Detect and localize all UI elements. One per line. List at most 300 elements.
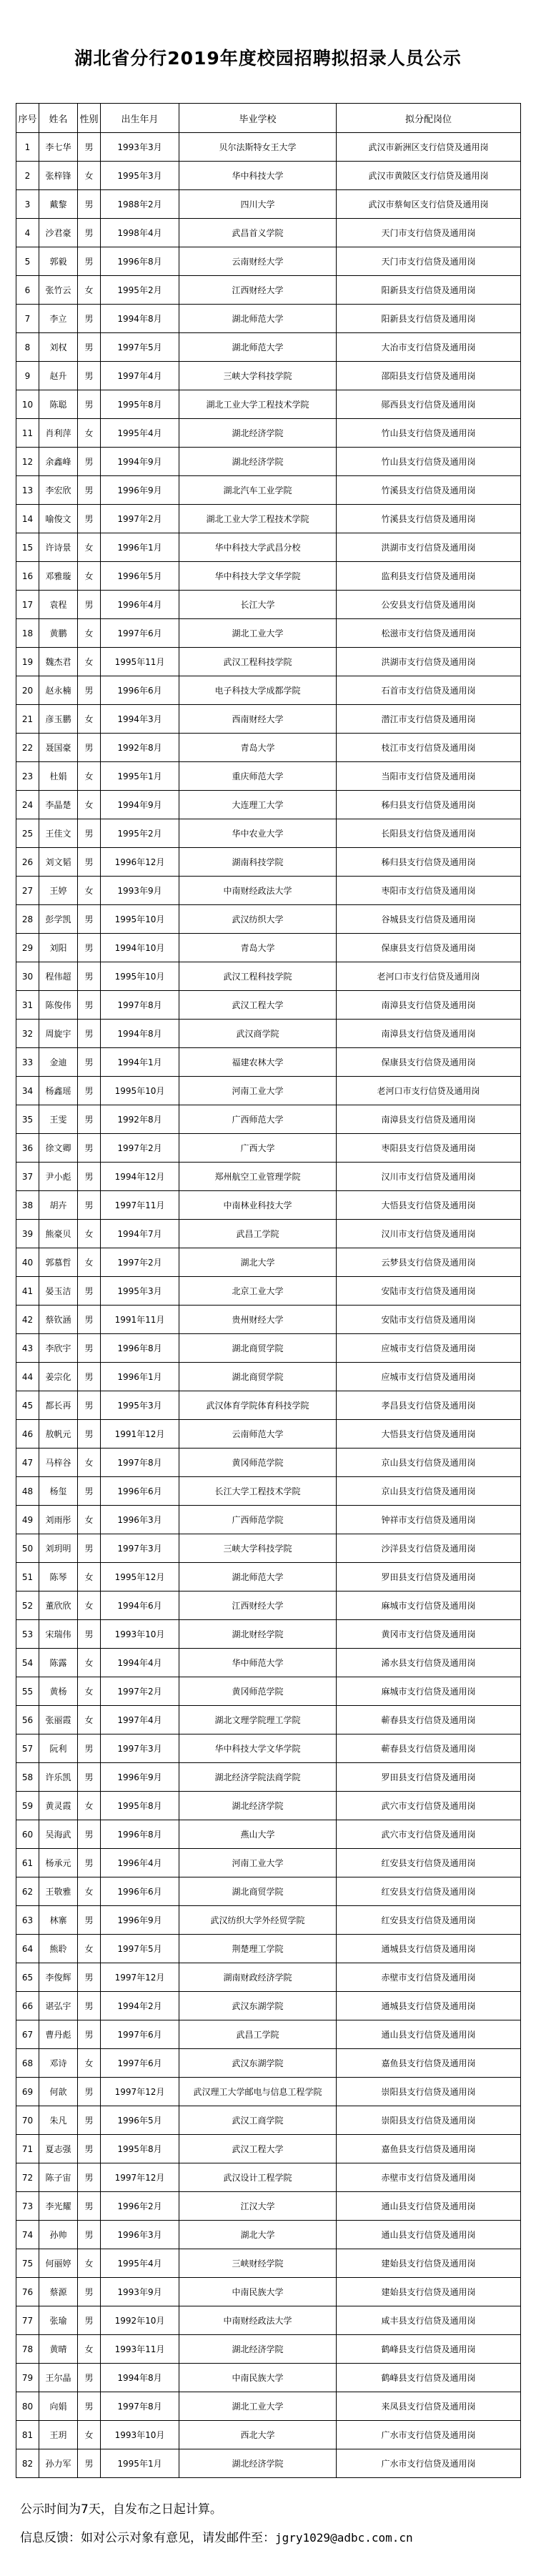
cell-school: 武汉理工大学邮电与信息工程学院 [179,2078,337,2106]
cell-sex: 男 [78,1420,101,1449]
cell-sex: 男 [78,390,101,419]
cell-post: 钟祥市支行信贷及通用岗 [337,1506,521,1534]
cell-no: 74 [16,2221,39,2249]
cell-no: 14 [16,505,39,533]
cell-birth: 1997年8月 [101,991,179,1020]
cell-birth: 1997年6月 [101,619,179,648]
cell-no: 8 [16,333,39,362]
table-row [16,390,521,419]
cell-sex: 女 [78,562,101,591]
cell-sex: 男 [78,934,101,962]
cell-post: 云梦县支行信贷及通用岗 [337,1248,521,1277]
cell-no: 25 [16,819,39,848]
cell-post: 红安县支行信贷及通用岗 [337,1849,521,1877]
cell-school: 湖北经济学院 [179,1792,337,1820]
cell-school: 大连理工大学 [179,791,337,819]
cell-school: 武汉体育学院体育科技学院 [179,1391,337,1420]
table-row [16,190,521,219]
cell-no: 49 [16,1506,39,1534]
cell-no: 38 [16,1191,39,1220]
cell-school: 广西大学 [179,1134,337,1163]
cell-name: 王佳文 [39,819,78,848]
cell-birth: 1998年4月 [101,219,179,247]
cell-birth: 1996年12月 [101,848,179,877]
cell-name: 朱凡 [39,2106,78,2135]
table-row [16,1191,521,1220]
cell-no: 13 [16,476,39,505]
cell-no: 63 [16,1906,39,1935]
cell-post: 长阳县支行信贷及通用岗 [337,819,521,848]
cell-no: 17 [16,591,39,619]
cell-no: 56 [16,1706,39,1734]
cell-no: 2 [16,162,39,190]
cell-school: 江西财经大学 [179,1592,337,1620]
cell-no: 16 [16,562,39,591]
cell-school: 湖北文理学院理工学院 [179,1706,337,1734]
cell-name: 王尔晶 [39,2364,78,2392]
table-row [16,1163,521,1191]
cell-name: 喻俊文 [39,505,78,533]
table-row [16,305,521,333]
cell-sex: 男 [78,305,101,333]
cell-post: 浠水县支行信贷及通用岗 [337,1649,521,1677]
cell-no: 48 [16,1477,39,1506]
table-row [16,1020,521,1048]
table-row [16,962,521,991]
cell-post: 罗田县支行信贷及通用岗 [337,1563,521,1592]
cell-sex: 女 [78,1563,101,1592]
cell-sex: 女 [78,533,101,562]
cell-name: 向娟 [39,2392,78,2421]
cell-sex: 男 [78,1906,101,1935]
cell-school: 云南师范大学 [179,1420,337,1449]
cell-school: 湖北经济学院法商学院 [179,1763,337,1792]
cell-no: 70 [16,2106,39,2135]
cell-no: 4 [16,219,39,247]
cell-post: 竹溪县支行信贷及通用岗 [337,505,521,533]
cell-birth: 1993年9月 [101,877,179,905]
cell-birth: 1995年2月 [101,276,179,305]
cell-name: 李宏欣 [39,476,78,505]
cell-post: 赤壁市支行信贷及通用岗 [337,1963,521,1992]
cell-sex: 男 [78,505,101,533]
table-row [16,533,521,562]
cell-post: 武汉市蔡甸区支行信贷及通用岗 [337,190,521,219]
cell-birth: 1994年4月 [101,1649,179,1677]
cell-no: 69 [16,2078,39,2106]
cell-sex: 女 [78,791,101,819]
feedback-line [20,2527,413,2545]
table-row [16,2278,521,2306]
cell-birth: 1997年4月 [101,362,179,390]
cell-birth: 1997年6月 [101,2049,179,2078]
cell-school: 武汉东湖学院 [179,1992,337,2020]
cell-sex: 女 [78,762,101,791]
cell-birth: 1996年9月 [101,1906,179,1935]
cell-no: 24 [16,791,39,819]
cell-birth: 1995年12月 [101,1563,179,1592]
cell-name: 许乐凯 [39,1763,78,1792]
cell-no: 37 [16,1163,39,1191]
cell-sex: 男 [78,1020,101,1048]
cell-sex: 男 [78,1334,101,1363]
feedback-label: 信息反馈：如对公示对象有意见，请发邮件至： [20,2531,275,2545]
cell-birth: 1994年7月 [101,1220,179,1248]
cell-birth: 1995年4月 [101,419,179,448]
cell-sex: 女 [78,1792,101,1820]
cell-name: 王雯 [39,1105,78,1134]
cell-no: 62 [16,1877,39,1906]
table-row [16,1220,521,1248]
cell-birth: 1988年2月 [101,190,179,219]
cell-sex: 男 [78,247,101,276]
cell-birth: 1994年6月 [101,1592,179,1620]
table-row [16,1706,521,1734]
cell-sex: 男 [78,2306,101,2335]
cell-school: 黄冈师范学院 [179,1449,337,1477]
cell-no: 20 [16,676,39,705]
cell-sex: 男 [78,333,101,362]
cell-school: 武昌工学院 [179,2020,337,2049]
cell-birth: 1994年1月 [101,1048,179,1077]
cell-name: 都长再 [39,1391,78,1420]
cell-school: 华中科技大学 [179,162,337,190]
header-no: 序号 [16,104,39,133]
cell-no: 1 [16,133,39,162]
cell-school: 贵州财经大学 [179,1306,337,1334]
cell-post: 麻城市支行信贷及通用岗 [337,1677,521,1706]
cell-sex: 男 [78,2020,101,2049]
cell-post: 监利县支行信贷及通用岗 [337,562,521,591]
cell-name: 李立 [39,305,78,333]
cell-name: 邓雅璇 [39,562,78,591]
table-row [16,734,521,762]
cell-name: 许诗景 [39,533,78,562]
cell-post: 南漳县支行信贷及通用岗 [337,991,521,1020]
cell-school: 湖北工业大学 [179,2392,337,2421]
cell-post: 红安县支行信贷及通用岗 [337,1906,521,1935]
cell-birth: 1996年8月 [101,247,179,276]
cell-school: 武汉工程科技学院 [179,962,337,991]
cell-post: 老河口市支行信贷及通用岗 [337,1077,521,1105]
cell-post: 阳新县支行信贷及通用岗 [337,276,521,305]
cell-school: 青岛大学 [179,734,337,762]
table-row [16,1277,521,1306]
cell-post: 枣阳县支行信贷及通用岗 [337,1134,521,1163]
cell-post: 嘉鱼县支行信贷及通用岗 [337,2135,521,2163]
cell-school: 中南财经政法大学 [179,877,337,905]
cell-birth: 1996年5月 [101,2106,179,2135]
table-row [16,762,521,791]
cell-no: 53 [16,1620,39,1649]
table-row [16,276,521,305]
cell-no: 57 [16,1734,39,1763]
cell-school: 河南工业大学 [179,1849,337,1877]
cell-name: 张瑜 [39,2306,78,2335]
cell-name: 阮利 [39,1734,78,1763]
cell-no: 18 [16,619,39,648]
cell-no: 42 [16,1306,39,1334]
cell-school: 湖南财政经济学院 [179,1963,337,1992]
cell-name: 何丽婷 [39,2249,78,2278]
cell-birth: 1997年5月 [101,333,179,362]
notice-text: 公示时间为7天，自发布之日起计算。 [20,2502,222,2517]
cell-sex: 男 [78,1763,101,1792]
table-row [16,1935,521,1963]
cell-birth: 1997年8月 [101,1449,179,1477]
cell-sex: 女 [78,1220,101,1248]
cell-school: 河南工业大学 [179,1077,337,1105]
cell-birth: 1994年8月 [101,305,179,333]
cell-school: 武汉设计工程学院 [179,2163,337,2192]
cell-name: 李晶楚 [39,791,78,819]
cell-sex: 男 [78,1191,101,1220]
cell-post: 应城市支行信贷及通用岗 [337,1334,521,1363]
cell-no: 31 [16,991,39,1020]
cell-post: 武穴市支行信贷及通用岗 [337,1792,521,1820]
cell-no: 76 [16,2278,39,2306]
table-row [16,1849,521,1877]
cell-school: 中南林业科技大学 [179,1191,337,1220]
cell-birth: 1993年11月 [101,2335,179,2364]
cell-no: 35 [16,1105,39,1134]
cell-sex: 女 [78,1877,101,1906]
cell-sex: 女 [78,1449,101,1477]
cell-post: 保康县支行信贷及通用岗 [337,934,521,962]
cell-school: 四川大学 [179,190,337,219]
cell-post: 通山县支行信贷及通用岗 [337,2192,521,2221]
cell-school: 贝尔法斯特女王大学 [179,133,337,162]
cell-no: 79 [16,2364,39,2392]
cell-name: 黄灵霞 [39,1792,78,1820]
cell-sex: 女 [78,1706,101,1734]
cell-name: 杨承元 [39,1849,78,1877]
cell-name: 黄鹏 [39,619,78,648]
table-row [16,905,521,934]
cell-post: 枝江市支行信贷及通用岗 [337,734,521,762]
cell-no: 41 [16,1277,39,1306]
cell-no: 55 [16,1677,39,1706]
cell-school: 广西师范学院 [179,1506,337,1534]
cell-name: 晏玉洁 [39,1277,78,1306]
cell-birth: 1997年5月 [101,1935,179,1963]
cell-no: 72 [16,2163,39,2192]
cell-post: 南漳县支行信贷及通用岗 [337,1105,521,1134]
cell-school: 中南民族大学 [179,2364,337,2392]
table-row [16,1334,521,1363]
table-row [16,1306,521,1334]
table-row [16,1363,521,1391]
cell-school: 三峡财经学院 [179,2249,337,2278]
cell-sex: 男 [78,1391,101,1420]
cell-post: 沙洋县支行信贷及通用岗 [337,1534,521,1563]
cell-no: 75 [16,2249,39,2278]
cell-no: 12 [16,448,39,476]
table-row [16,877,521,905]
table-row [16,1420,521,1449]
cell-name: 戴黎 [39,190,78,219]
cell-post: 当阳市支行信贷及通用岗 [337,762,521,791]
cell-birth: 1991年11月 [101,1306,179,1334]
cell-name: 熊豪贝 [39,1220,78,1248]
cell-sex: 男 [78,1363,101,1391]
cell-school: 武昌工学院 [179,1220,337,1248]
cell-name: 孙帅 [39,2221,78,2249]
cell-birth: 1996年6月 [101,1477,179,1506]
cell-name: 刘文韬 [39,848,78,877]
cell-name: 胡卉 [39,1191,78,1220]
cell-name: 聂国豪 [39,734,78,762]
cell-name: 彭学凯 [39,905,78,934]
table-row [16,1963,521,1992]
cell-no: 45 [16,1391,39,1420]
cell-birth: 1995年1月 [101,2449,179,2478]
cell-no: 68 [16,2049,39,2078]
cell-school: 湖北师范大学 [179,333,337,362]
cell-post: 赤壁市支行信贷及通用岗 [337,2163,521,2192]
cell-no: 82 [16,2449,39,2478]
cell-sex: 男 [78,1620,101,1649]
cell-sex: 男 [78,2392,101,2421]
cell-post: 大悟县支行信贷及通用岗 [337,1191,521,1220]
cell-school: 武汉纺织大学 [179,905,337,934]
table-row [16,1248,521,1277]
cell-sex: 男 [78,991,101,1020]
cell-post: 老河口市支行信贷及通用岗 [337,962,521,991]
table-row [16,247,521,276]
cell-no: 54 [16,1649,39,1677]
cell-post: 咸丰县支行信贷及通用岗 [337,2306,521,2335]
cell-post: 郧西县支行信贷及通用岗 [337,390,521,419]
cell-post: 武穴市支行信贷及通用岗 [337,1820,521,1849]
cell-no: 21 [16,705,39,734]
cell-name: 沙君豪 [39,219,78,247]
cell-post: 竹溪县支行信贷及通用岗 [337,476,521,505]
cell-no: 23 [16,762,39,791]
cell-birth: 1996年4月 [101,591,179,619]
cell-birth: 1997年6月 [101,2020,179,2049]
cell-birth: 1993年9月 [101,2278,179,2306]
cell-name: 郭毅 [39,247,78,276]
cell-birth: 1993年3月 [101,133,179,162]
cell-no: 81 [16,2421,39,2449]
cell-post: 洪湖市支行信贷及通用岗 [337,648,521,676]
cell-sex: 男 [78,591,101,619]
cell-post: 阳新县支行信贷及通用岗 [337,305,521,333]
cell-school: 华中科技大学文华学院 [179,1734,337,1763]
cell-sex: 男 [78,362,101,390]
cell-school: 湖北商贸学院 [179,1334,337,1363]
cell-sex: 男 [78,1820,101,1849]
cell-name: 蔡钦涵 [39,1306,78,1334]
cell-sex: 男 [78,133,101,162]
cell-sex: 女 [78,877,101,905]
cell-birth: 1991年12月 [101,1420,179,1449]
cell-no: 61 [16,1849,39,1877]
cell-birth: 1996年6月 [101,1877,179,1906]
cell-post: 潜江市支行信贷及通用岗 [337,705,521,734]
cell-sex: 男 [78,676,101,705]
cell-birth: 1997年3月 [101,1534,179,1563]
cell-school: 云南财经大学 [179,247,337,276]
cell-birth: 1995年11月 [101,648,179,676]
cell-post: 天门市支行信贷及通用岗 [337,247,521,276]
cell-name: 刘玥明 [39,1534,78,1563]
table-row [16,1906,521,1935]
cell-name: 马梓谷 [39,1449,78,1477]
table-row [16,1649,521,1677]
cell-name: 赵永楠 [39,676,78,705]
cell-post: 鹤峰县支行信贷及通用岗 [337,2335,521,2364]
cell-sex: 男 [78,1048,101,1077]
cell-no: 51 [16,1563,39,1592]
cell-post: 安陆市支行信贷及通用岗 [337,1306,521,1334]
cell-school: 湖南科技学院 [179,848,337,877]
table-row [16,2449,521,2478]
cell-birth: 1992年10月 [101,2306,179,2335]
cell-birth: 1995年3月 [101,162,179,190]
table-row [16,1992,521,2020]
table-row [16,648,521,676]
cell-no: 19 [16,648,39,676]
cell-sex: 女 [78,2249,101,2278]
cell-birth: 1997年2月 [101,1248,179,1277]
table-row [16,1477,521,1506]
cell-sex: 男 [78,219,101,247]
candidate-table [16,103,521,2478]
table-row [16,505,521,533]
cell-birth: 1994年3月 [101,705,179,734]
cell-name: 张梓锋 [39,162,78,190]
cell-school: 燕山大学 [179,1820,337,1849]
cell-post: 枣阳市支行信贷及通用岗 [337,877,521,905]
cell-school: 青岛大学 [179,934,337,962]
cell-no: 40 [16,1248,39,1277]
cell-birth: 1992年8月 [101,1105,179,1134]
feedback-email[interactable]: jgry1029@adbc.com.cn [275,2531,413,2545]
cell-name: 彦玉鹏 [39,705,78,734]
table-row [16,991,521,1020]
cell-no: 29 [16,934,39,962]
table-row [16,934,521,962]
cell-school: 武汉工程科技学院 [179,648,337,676]
cell-sex: 女 [78,1506,101,1534]
cell-school: 湖北商贸学院 [179,1363,337,1391]
table-row [16,2364,521,2392]
table-row [16,1763,521,1792]
cell-birth: 1996年6月 [101,676,179,705]
cell-sex: 男 [78,1992,101,2020]
table-row [16,1048,521,1077]
cell-name: 陈露 [39,1649,78,1677]
cell-no: 26 [16,848,39,877]
cell-name: 杨玺 [39,1477,78,1506]
cell-sex: 女 [78,619,101,648]
cell-sex: 男 [78,2135,101,2163]
cell-birth: 1995年8月 [101,1792,179,1820]
cell-name: 王婷 [39,877,78,905]
table-row [16,1877,521,1906]
cell-no: 60 [16,1820,39,1849]
cell-birth: 1995年10月 [101,905,179,934]
cell-post: 通山县支行信贷及通用岗 [337,2020,521,2049]
cell-school: 武汉商学院 [179,1020,337,1048]
cell-post: 蕲春县支行信贷及通用岗 [337,1734,521,1763]
header-school: 毕业学校 [179,104,337,133]
cell-birth: 1997年12月 [101,1963,179,1992]
cell-sex: 女 [78,1592,101,1620]
cell-school: 武汉纺织大学外经贸学院 [179,1906,337,1935]
